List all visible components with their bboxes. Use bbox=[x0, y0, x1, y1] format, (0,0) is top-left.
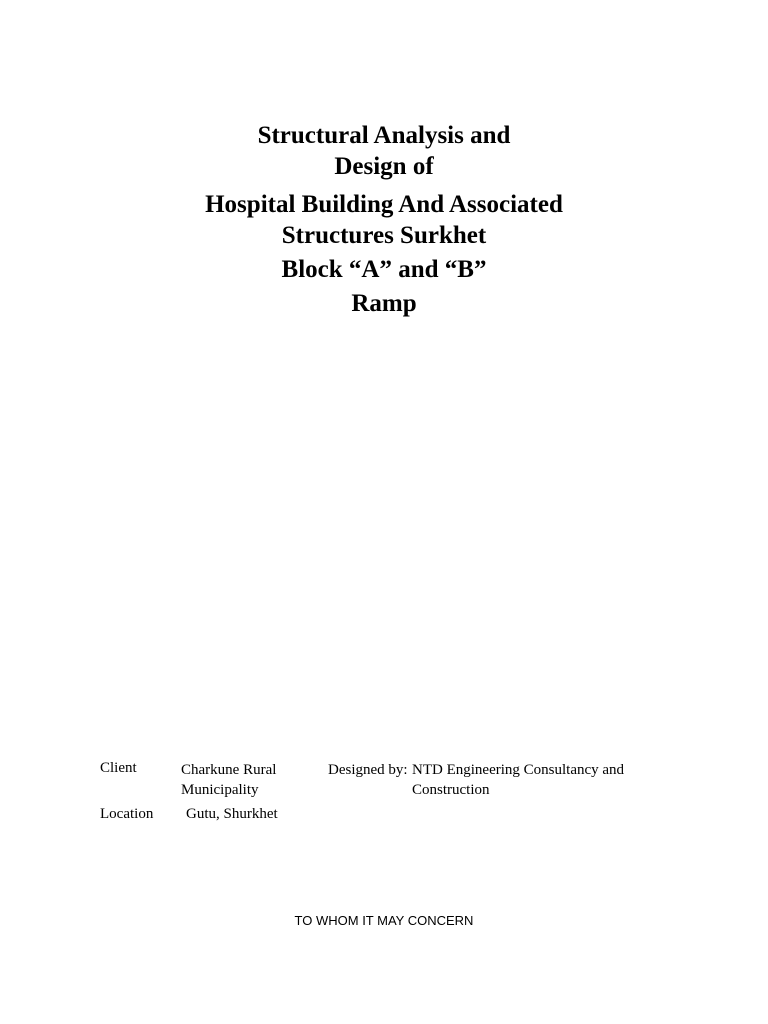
title-line-5: Block “A” and “B” bbox=[281, 256, 487, 283]
location-label: Location bbox=[100, 806, 154, 822]
title-line-6: Ramp bbox=[351, 290, 417, 317]
client-value: Charkune Rural Municipality bbox=[181, 762, 277, 798]
designed-by-value: NTD Engineering Consultancy and Construction bbox=[412, 762, 625, 798]
title-line-4: Structures Surkhet bbox=[281, 222, 487, 249]
footer-note: TO WHOM IT MAY CONCERN bbox=[294, 913, 474, 928]
document-title bbox=[0, 120, 768, 319]
title-line-2: Design of bbox=[334, 153, 434, 180]
designed-by-label: Designed by: bbox=[328, 762, 408, 778]
title-line-3: Hospital Building And Associated bbox=[205, 191, 563, 218]
client-label: Client bbox=[100, 760, 137, 776]
title-line-1: Structural Analysis and bbox=[257, 122, 511, 149]
location-value: Gutu, Shurkhet bbox=[186, 806, 278, 822]
